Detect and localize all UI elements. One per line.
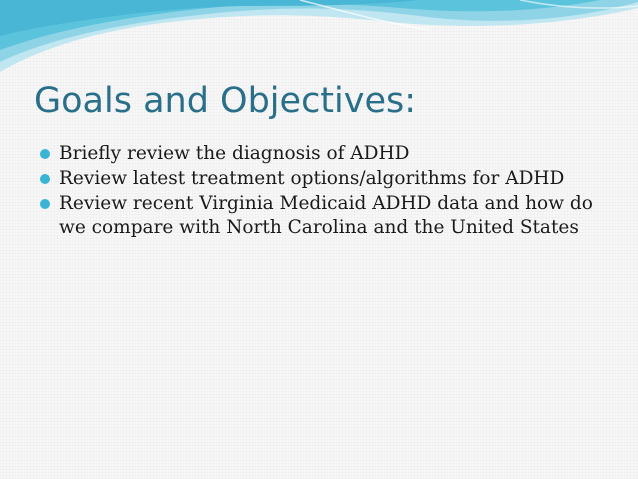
slide-title: Goals and Objectives:	[34, 81, 417, 121]
bullet-item	[40, 167, 610, 191]
bullet-text: Review recent Virginia Medicaid ADHD data and how do we compare with North Carolina and the United States	[59, 193, 593, 238]
bullet-item	[40, 142, 610, 166]
bullet-list	[40, 142, 610, 241]
bullet-dot-icon	[40, 149, 50, 159]
bullet-dot-icon	[40, 199, 50, 209]
bullet-text: Briefly review the diagnosis of ADHD	[59, 143, 410, 164]
header-wave-decoration	[0, 0, 638, 80]
bullet-item	[40, 192, 610, 240]
bullet-dot-icon	[40, 174, 50, 184]
bullet-text: Review latest treatment options/algorithms for ADHD	[59, 168, 565, 189]
